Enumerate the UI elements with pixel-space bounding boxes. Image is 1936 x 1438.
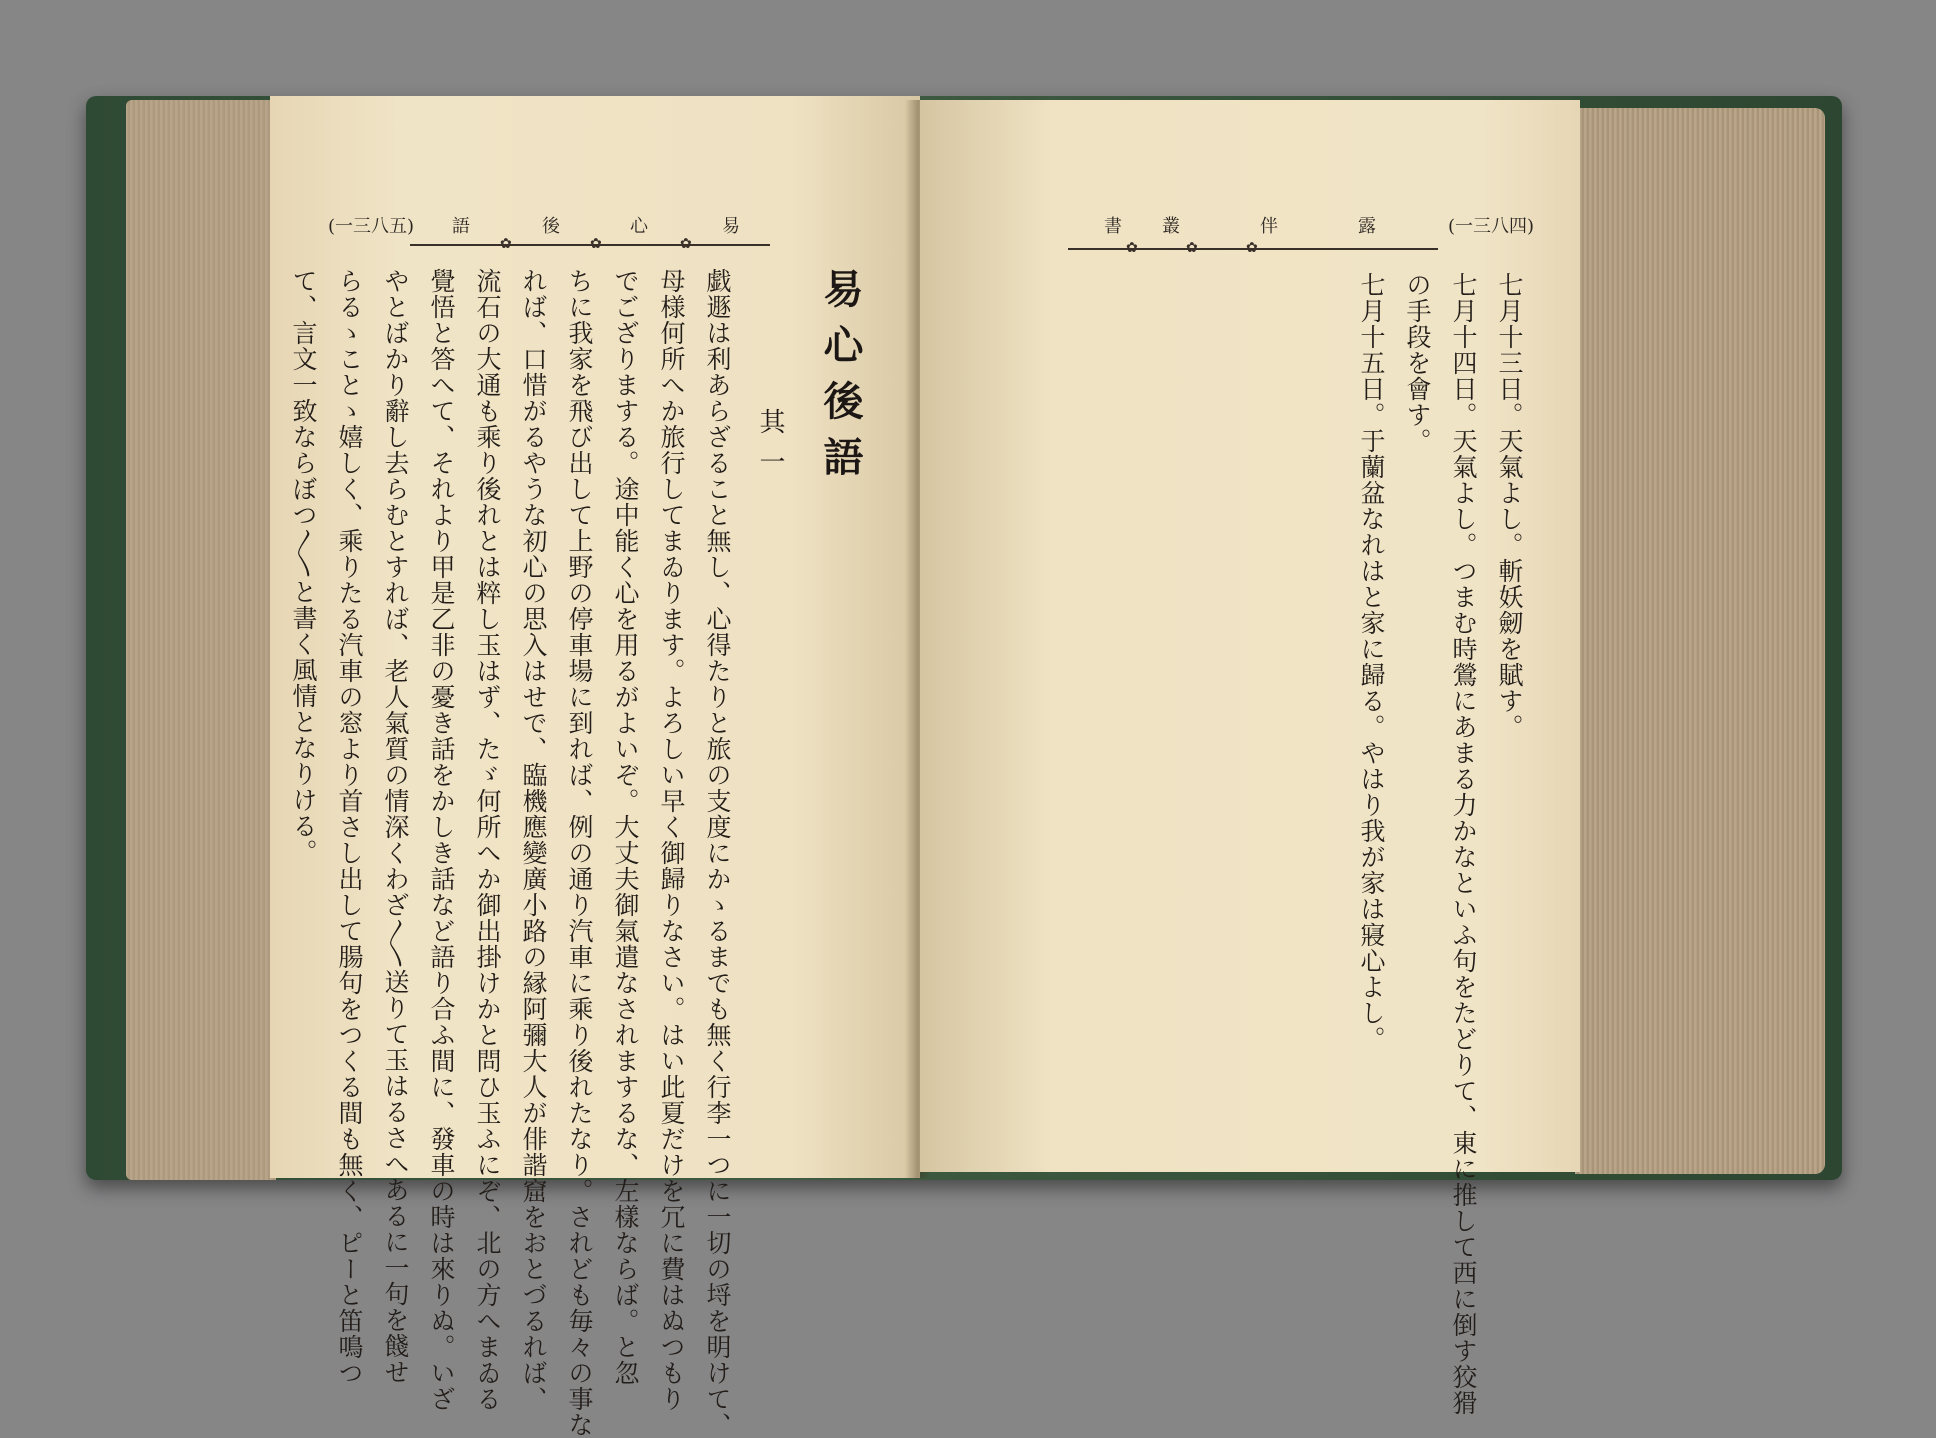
text-column: 流石の大通も乘り後れとは粹し玉はず、たゞ何所へか御出掛けかと問ひ玉ふにぞ、北の方へまゐる: [473, 268, 502, 1412]
right-head-char: 露: [1358, 216, 1376, 237]
right-head-char: 書: [1104, 216, 1122, 237]
right-head-char: 伴: [1260, 216, 1278, 237]
left-page-number: (一三八五): [328, 216, 415, 237]
ornament-icon: ✿: [1186, 240, 1198, 256]
right-page-number: (一三八四): [1448, 216, 1535, 237]
text-column: 七月十四日。天氣よし。つまむ時鶯にあまる力かなといふ句をたどりて、東に推して西に倒す狡猾: [1449, 272, 1478, 1416]
text-column: て、言文一致ならぼつ〳〵と書く風情となりける。: [289, 268, 318, 865]
ornament-icon: ✿: [1126, 240, 1138, 256]
text-column: の手段を會す。: [1403, 272, 1432, 454]
right-head-char: 叢: [1162, 216, 1180, 237]
ornament-icon: ✿: [590, 236, 602, 252]
text-column: でござりまする。途中能く心を用るがよいぞ。大丈夫御氣遣なされまするな、左樣ならば。と忽: [611, 268, 640, 1386]
ornament-icon: ✿: [1246, 240, 1258, 256]
ornament-icon: ✿: [680, 236, 692, 252]
text-column: 七月十五日。于蘭盆なれはと家に歸る。やはり我が家は寢心よし。: [1357, 272, 1386, 1052]
left-head-char: 後: [542, 216, 560, 237]
text-column: 七月十三日。天氣よし。斬妖劒を賦す。: [1495, 272, 1524, 740]
text-column: 覺悟と答へて、それより甲是乙非の憂き話をかしき話など語り合ふ間に、發車の時は來りぬ。いざ: [427, 268, 456, 1412]
left-head-char: 心: [630, 216, 648, 237]
text-column: 母様何所へか旅行してまゐります。よろしい早く御歸りなさい。はい此夏だけを冗に費はぬつもり: [657, 268, 686, 1412]
text-column: れば、口惜がるやうな初心の思入はせで、臨機應變廣小路の縁阿彌大人が俳諧窟をおとづるれば、: [519, 268, 548, 1412]
chapter-subtitle: 其一: [755, 408, 785, 488]
text-column: 戯遯は利あらざること無し、心得たりと旅の支度にかゝるまでも無く行李一つに一切の埒を明けて、: [703, 268, 732, 1438]
left-page-stack-edge: [126, 100, 276, 1180]
text-column: やとばかり辭し去らむとすれば、老人氣質の情深くわざ〳〵送りて玉はるさへあるに一句を餞せ: [381, 268, 410, 1385]
text-column: ちに我家を飛び出して上野の停車場に到れば、例の通り汽車に乘り後れたなり。されども毎々の事な: [565, 268, 594, 1438]
right-page-stack-edge: [1575, 108, 1825, 1174]
left-head-char: 語: [452, 216, 470, 237]
text-column: らるゝことゝ嬉しく、乘りたる汽車の窓より首さし出して腸句をつくる間も無く、ピーと笛鳴つ: [335, 268, 364, 1386]
left-head-char: 易: [722, 216, 740, 237]
chapter-title: 易心後語: [817, 268, 864, 492]
right-page: [920, 100, 1580, 1172]
ornament-icon: ✿: [500, 236, 512, 252]
